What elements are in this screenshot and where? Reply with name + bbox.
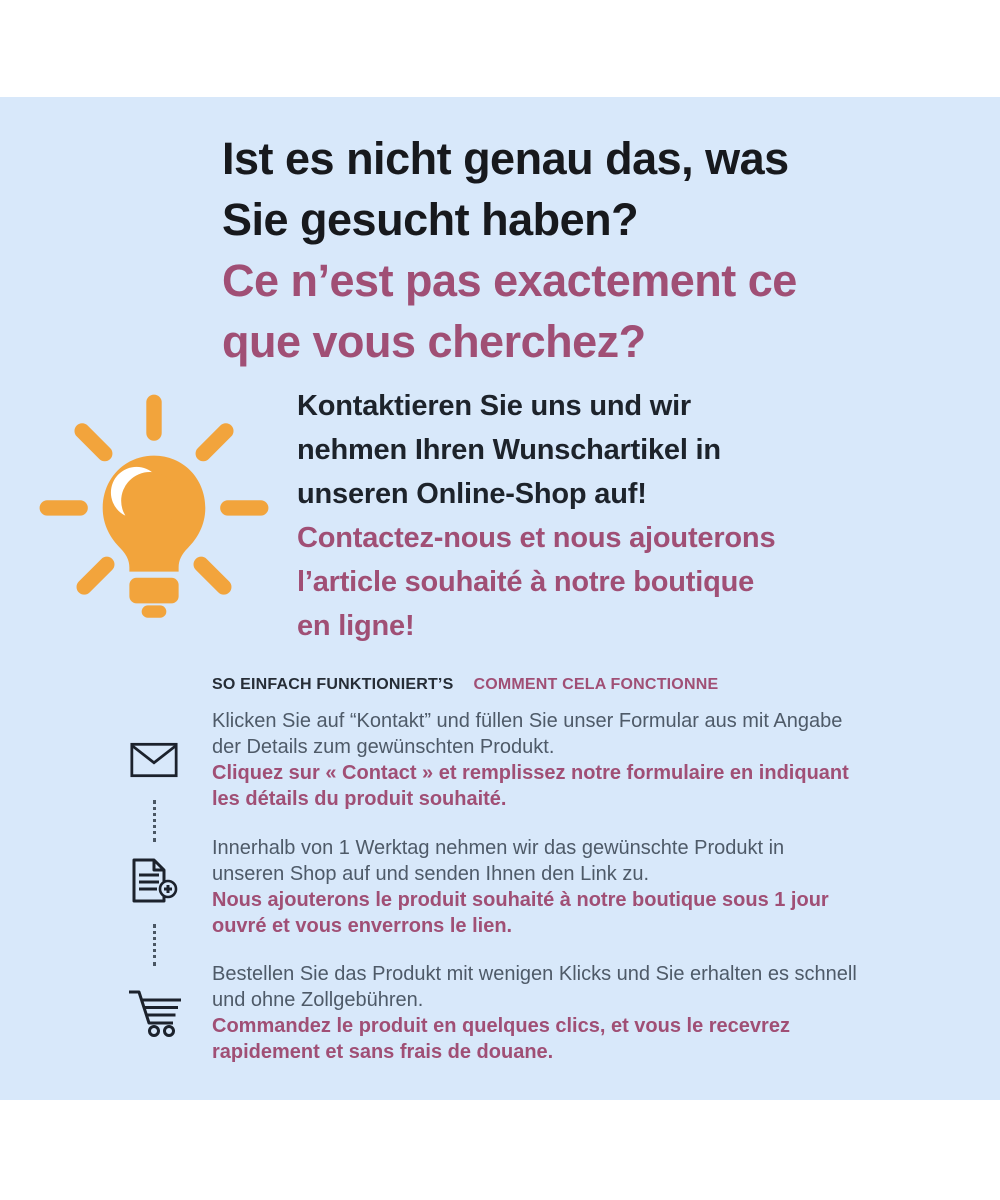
title-german-line2: Sie gesucht haben? xyxy=(222,194,639,245)
step-2-text xyxy=(212,835,972,939)
how-it-works-heading-french: COMMENT CELA FONCTIONNE xyxy=(473,676,719,693)
step-1-french-line1: Cliquez sur « Contact » et remplissez notre formulaire en indiquant xyxy=(212,762,849,784)
subtitle-french-line2: l’article souhaité à notre boutique xyxy=(297,566,755,598)
dotted-connector-2 xyxy=(153,924,156,966)
title-french-line2: que vous cherchez? xyxy=(222,316,646,367)
step-2-german-line2: unseren Shop auf und senden Ihnen den Link zu. xyxy=(212,863,650,885)
title-french-line1: Ce n’est pas exactement ce xyxy=(222,255,797,306)
hero-subtitle xyxy=(297,384,917,648)
subtitle-german-line2: nehmen Ihren Wunschartikel in xyxy=(297,434,721,466)
step-2-french-line1: Nous ajouterons le produit souhaité à notre boutique sous 1 jour xyxy=(212,889,829,911)
page-title xyxy=(222,128,962,372)
step-3-german-line2: und ohne Zollgebühren. xyxy=(212,989,424,1011)
step-3-french-line1: Commandez le produit en quelques clics, et vous le recevrez xyxy=(212,1015,790,1037)
subtitle-german-line3: unseren Online-Shop auf! xyxy=(297,478,647,510)
shopping-cart-icon xyxy=(125,987,184,1037)
document-add-icon xyxy=(131,858,178,903)
how-it-works-heading xyxy=(212,676,718,694)
step-1-german-line1: Klicken Sie auf “Kontakt” und füllen Sie unser Formular aus mit Angabe xyxy=(212,710,843,732)
step-2-french-line2: ouvré et vous enverrons le lien. xyxy=(212,915,513,937)
step-1-german-line2: der Details zum gewünschten Produkt. xyxy=(212,736,555,758)
subtitle-german-line1: Kontaktieren Sie uns und wir xyxy=(297,390,692,422)
subtitle-french-line1: Contactez-nous et nous ajouterons xyxy=(297,522,776,554)
dotted-connector-1 xyxy=(153,800,156,842)
step-1-french-line2: les détails du produit souhaité. xyxy=(212,788,507,810)
envelope-icon xyxy=(130,742,178,778)
title-german-line1: Ist es nicht genau das, was xyxy=(222,133,789,184)
step-3-french-line2: rapidement et sans frais de douane. xyxy=(212,1041,554,1063)
lightbulb-icon xyxy=(38,392,270,628)
step-3-german-line1: Bestellen Sie das Produkt mit wenigen Klicks und Sie erhalten es schnell xyxy=(212,963,857,985)
subtitle-french-line3: en ligne! xyxy=(297,610,415,642)
step-2-german-line1: Innerhalb von 1 Werktag nehmen wir das gewünschte Produkt in xyxy=(212,837,785,859)
step-1-text xyxy=(212,708,972,812)
how-it-works-heading-german: SO EINFACH FUNKTIONIERT’S xyxy=(212,676,454,693)
step-3-text xyxy=(212,961,972,1065)
